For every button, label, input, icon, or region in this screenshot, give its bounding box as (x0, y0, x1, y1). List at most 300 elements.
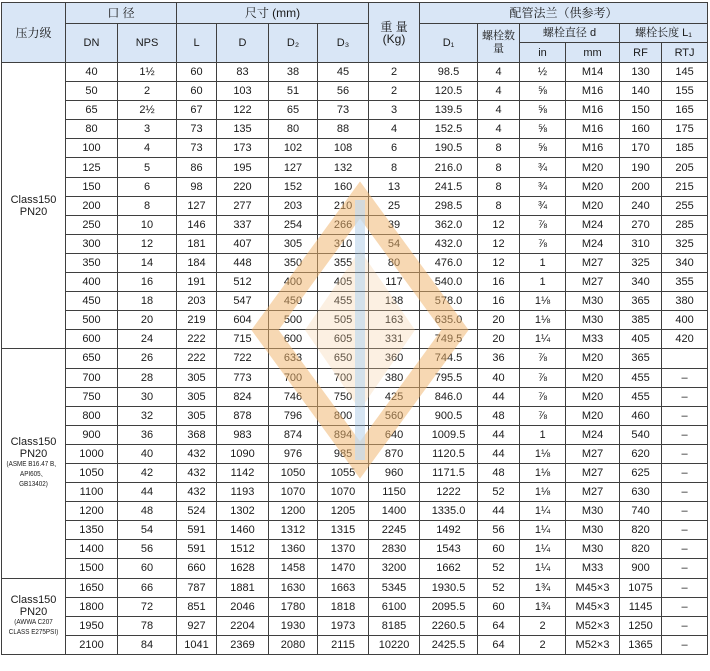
cell-len-rtj: 285 (662, 215, 708, 234)
cell-d2: 65 (269, 101, 318, 120)
cell-nps: 78 (118, 616, 177, 635)
cell-d1: 744.5 (420, 349, 478, 368)
cell-d3: 310 (318, 234, 369, 253)
cell-d3: 132 (318, 158, 369, 177)
cell-bolt-count: 64 (478, 616, 520, 635)
cell-l: 222 (177, 330, 217, 349)
cell-nps: 54 (118, 521, 177, 540)
cell-len-rf: 240 (620, 196, 662, 215)
cell-dn: 50 (66, 82, 118, 101)
cell-d2: 1312 (269, 521, 318, 540)
cell-d2: 2080 (269, 635, 318, 654)
cell-d1: 2260.5 (420, 616, 478, 635)
cell-d: 1142 (217, 463, 269, 482)
cell-d2: 38 (269, 63, 318, 82)
cell-d3: 985 (318, 444, 369, 463)
cell-bolt-mm: M20 (566, 177, 620, 196)
cell-d3: 800 (318, 406, 369, 425)
cell-bolt-mm: M30 (566, 540, 620, 559)
cell-l: 305 (177, 406, 217, 425)
cell-len-rtj: – (662, 540, 708, 559)
table-row (2, 101, 708, 120)
cell-d: 512 (217, 273, 269, 292)
cell-d3: 1470 (318, 559, 369, 578)
cell-len-rtj: – (662, 616, 708, 635)
header-mm: mm (566, 43, 620, 63)
pressure-class-note: CLASS E275PSI) (8, 629, 59, 637)
cell-bolt-count: 52 (478, 483, 520, 502)
cell-bolt-count: 4 (478, 82, 520, 101)
cell-weight: 2830 (369, 540, 420, 559)
cell-d1: 152.5 (420, 120, 478, 139)
cell-d2: 1050 (269, 463, 318, 482)
cell-nps: 72 (118, 597, 177, 616)
table-row (2, 82, 708, 101)
cell-dn: 500 (66, 311, 118, 330)
cell-dn: 80 (66, 120, 118, 139)
cell-l: 222 (177, 349, 217, 368)
cell-len-rtj: – (662, 597, 708, 616)
cell-nps: 1½ (118, 63, 177, 82)
cell-bolt-in: 1¾ (520, 597, 566, 616)
cell-l: 86 (177, 158, 217, 177)
cell-d2: 1070 (269, 483, 318, 502)
cell-bolt-mm: M52×3 (566, 635, 620, 654)
cell-d: 773 (217, 368, 269, 387)
table-row (2, 120, 708, 139)
cell-d3: 1370 (318, 540, 369, 559)
cell-bolt-in: ¾ (520, 196, 566, 215)
table-row (2, 177, 708, 196)
pressure-class-label: Class150 (10, 594, 57, 607)
table-row (2, 368, 708, 387)
cell-nps: 60 (118, 559, 177, 578)
cell-d2: 51 (269, 82, 318, 101)
cell-dn: 300 (66, 234, 118, 253)
cell-d1: 1120.5 (420, 444, 478, 463)
cell-weight: 54 (369, 234, 420, 253)
cell-nps: 84 (118, 635, 177, 654)
cell-d: 103 (217, 82, 269, 101)
cell-d2: 450 (269, 292, 318, 311)
cell-bolt-mm: M20 (566, 196, 620, 215)
header-weight-label: 重 量 (380, 19, 408, 34)
cell-l: 127 (177, 196, 217, 215)
cell-bolt-mm: M30 (566, 521, 620, 540)
cell-l: 660 (177, 559, 217, 578)
table-row (2, 540, 708, 559)
cell-d3: 45 (318, 63, 369, 82)
table-row (2, 387, 708, 406)
pressure-class-label: PN20 (19, 606, 48, 619)
cell-d: 1460 (217, 521, 269, 540)
cell-d2: 102 (269, 139, 318, 158)
cell-d3: 210 (318, 196, 369, 215)
cell-l: 591 (177, 540, 217, 559)
pressure-class-label: PN20 (19, 205, 48, 218)
cell-dn: 450 (66, 292, 118, 311)
cell-d3: 750 (318, 387, 369, 406)
cell-dn: 250 (66, 215, 118, 234)
cell-dn: 400 (66, 273, 118, 292)
cell-l: 203 (177, 292, 217, 311)
cell-dn: 600 (66, 330, 118, 349)
cell-dn: 1100 (66, 483, 118, 502)
cell-weight: 80 (369, 253, 420, 272)
cell-weight: 2245 (369, 521, 420, 540)
cell-l: 524 (177, 502, 217, 521)
table-row (2, 502, 708, 521)
cell-len-rtj: 175 (662, 120, 708, 139)
cell-bolt-count: 44 (478, 425, 520, 444)
header-weight (369, 3, 420, 63)
cell-len-rf: 460 (620, 406, 662, 425)
header-weight-unit: (Kg) (382, 31, 406, 46)
cell-dn: 1800 (66, 597, 118, 616)
cell-bolt-in: 1⅛ (520, 483, 566, 502)
cell-d1: 139.5 (420, 101, 478, 120)
table-row (2, 483, 708, 502)
cell-d2: 1458 (269, 559, 318, 578)
cell-bolt-mm: M27 (566, 483, 620, 502)
flange-spec-table (1, 2, 708, 655)
table-row (2, 139, 708, 158)
cell-nps: 12 (118, 234, 177, 253)
table-row (2, 215, 708, 234)
cell-bolt-in: 1⅛ (520, 463, 566, 482)
cell-bolt-mm: M27 (566, 444, 620, 463)
table-row (2, 158, 708, 177)
cell-d: 2046 (217, 597, 269, 616)
cell-nps: 56 (118, 540, 177, 559)
cell-bolt-mm: M33 (566, 559, 620, 578)
cell-bolt-count: 4 (478, 63, 520, 82)
pressure-class-label: PN20 (19, 448, 48, 461)
header-bolt-length: 螺栓长度 L₁ (620, 24, 708, 43)
cell-nps: 6 (118, 177, 177, 196)
cell-dn: 150 (66, 177, 118, 196)
cell-len-rf: 200 (620, 177, 662, 196)
cell-d2: 976 (269, 444, 318, 463)
cell-nps: 16 (118, 273, 177, 292)
cell-nps: 26 (118, 349, 177, 368)
cell-nps: 30 (118, 387, 177, 406)
cell-dn: 1400 (66, 540, 118, 559)
cell-weight: 8 (369, 158, 420, 177)
cell-bolt-count: 60 (478, 597, 520, 616)
cell-len-rf: 130 (620, 63, 662, 82)
cell-d: 122 (217, 101, 269, 120)
cell-l: 1041 (177, 635, 217, 654)
cell-d2: 1630 (269, 578, 318, 597)
cell-len-rf: 190 (620, 158, 662, 177)
cell-len-rtj: – (662, 425, 708, 444)
cell-d1: 795.5 (420, 368, 478, 387)
cell-dn: 40 (66, 63, 118, 82)
cell-weight: 117 (369, 273, 420, 292)
cell-d3: 605 (318, 330, 369, 349)
cell-dn: 750 (66, 387, 118, 406)
cell-bolt-in: ⅝ (520, 139, 566, 158)
cell-len-rtj: 340 (662, 253, 708, 272)
cell-len-rf: 310 (620, 234, 662, 253)
cell-bolt-mm: M20 (566, 158, 620, 177)
cell-d: 448 (217, 253, 269, 272)
cell-d1: 2095.5 (420, 597, 478, 616)
header-d1: D₁ (420, 24, 478, 63)
cell-dn: 350 (66, 253, 118, 272)
cell-nps: 14 (118, 253, 177, 272)
cell-bolt-in: ⅞ (520, 387, 566, 406)
cell-bolt-mm: M16 (566, 101, 620, 120)
cell-bolt-in: 1¼ (520, 521, 566, 540)
cell-d: 824 (217, 387, 269, 406)
cell-bolt-mm: M27 (566, 253, 620, 272)
pressure-class-note: API605、 (20, 471, 47, 479)
cell-len-rtj: – (662, 635, 708, 654)
cell-len-rtj: 205 (662, 158, 708, 177)
cell-nps: 20 (118, 311, 177, 330)
pressure-class-cell (2, 63, 66, 349)
cell-len-rtj (662, 349, 708, 368)
cell-nps: 48 (118, 502, 177, 521)
cell-bolt-count: 8 (478, 196, 520, 215)
header-flange: 配管法兰（供参考） (420, 3, 708, 24)
cell-d3: 108 (318, 139, 369, 158)
cell-l: 60 (177, 63, 217, 82)
cell-weight: 4 (369, 120, 420, 139)
cell-len-rtj: – (662, 502, 708, 521)
cell-bolt-in: 1⅛ (520, 444, 566, 463)
header-in: in (520, 43, 566, 63)
cell-d2: 80 (269, 120, 318, 139)
cell-len-rf: 405 (620, 330, 662, 349)
cell-l: 851 (177, 597, 217, 616)
cell-len-rf: 820 (620, 540, 662, 559)
header-l: L (177, 24, 217, 63)
cell-bolt-count: 4 (478, 101, 520, 120)
cell-len-rf: 385 (620, 311, 662, 330)
table-row (2, 578, 708, 597)
cell-len-rf: 740 (620, 502, 662, 521)
cell-bolt-mm: M52×3 (566, 616, 620, 635)
table-row (2, 463, 708, 482)
cell-nps: 8 (118, 196, 177, 215)
cell-l: 73 (177, 139, 217, 158)
cell-d: 1881 (217, 578, 269, 597)
header-d2: D₂ (269, 24, 318, 63)
cell-len-rtj: 400 (662, 311, 708, 330)
cell-bolt-mm: M16 (566, 139, 620, 158)
cell-bolt-count: 36 (478, 349, 520, 368)
cell-l: 432 (177, 444, 217, 463)
header-dn: DN (66, 24, 118, 63)
cell-len-rtj: – (662, 578, 708, 597)
cell-l: 305 (177, 387, 217, 406)
cell-d2: 746 (269, 387, 318, 406)
cell-bolt-in: 1¾ (520, 578, 566, 597)
cell-l: 305 (177, 368, 217, 387)
cell-nps: 42 (118, 463, 177, 482)
cell-bolt-count: 4 (478, 120, 520, 139)
cell-bolt-mm: M30 (566, 311, 620, 330)
cell-dn: 900 (66, 425, 118, 444)
cell-bolt-in: ⅝ (520, 120, 566, 139)
table-row (2, 406, 708, 425)
cell-d1: 1171.5 (420, 463, 478, 482)
cell-weight: 3200 (369, 559, 420, 578)
cell-d3: 160 (318, 177, 369, 196)
cell-d1: 190.5 (420, 139, 478, 158)
pressure-class-note: (ASME B16.47 B、 (6, 461, 61, 469)
cell-len-rf: 1365 (620, 635, 662, 654)
cell-bolt-in: ¾ (520, 177, 566, 196)
cell-d2: 633 (269, 349, 318, 368)
cell-bolt-count: 48 (478, 406, 520, 425)
cell-weight: 960 (369, 463, 420, 482)
cell-d3: 894 (318, 425, 369, 444)
cell-bolt-in: 1 (520, 253, 566, 272)
cell-weight: 2 (369, 82, 420, 101)
header-bore: 口 径 (66, 3, 177, 24)
table-row (2, 311, 708, 330)
cell-d1: 120.5 (420, 82, 478, 101)
cell-len-rf: 365 (620, 292, 662, 311)
pressure-class-cell (2, 578, 66, 654)
cell-bolt-count: 16 (478, 292, 520, 311)
cell-d3: 73 (318, 101, 369, 120)
cell-d: 83 (217, 63, 269, 82)
cell-nps: 4 (118, 139, 177, 158)
cell-weight: 1400 (369, 502, 420, 521)
cell-nps: 28 (118, 368, 177, 387)
cell-len-rtj: 185 (662, 139, 708, 158)
cell-d: 220 (217, 177, 269, 196)
table-row (2, 597, 708, 616)
cell-bolt-count: 8 (478, 139, 520, 158)
cell-len-rtj: 420 (662, 330, 708, 349)
cell-len-rf: 455 (620, 368, 662, 387)
cell-len-rf: 365 (620, 349, 662, 368)
cell-bolt-in: ½ (520, 63, 566, 82)
cell-d1: 1492 (420, 521, 478, 540)
cell-nps: 40 (118, 444, 177, 463)
cell-len-rtj: 155 (662, 82, 708, 101)
cell-dn: 100 (66, 139, 118, 158)
cell-d3: 1315 (318, 521, 369, 540)
cell-len-rtj: – (662, 387, 708, 406)
cell-d3: 56 (318, 82, 369, 101)
cell-bolt-mm: M33 (566, 330, 620, 349)
cell-d2: 152 (269, 177, 318, 196)
cell-nps: 2 (118, 82, 177, 101)
cell-len-rf: 140 (620, 82, 662, 101)
cell-nps: 3 (118, 120, 177, 139)
cell-nps: 5 (118, 158, 177, 177)
cell-d: 1302 (217, 502, 269, 521)
cell-weight: 10220 (369, 635, 420, 654)
cell-bolt-mm: M45×3 (566, 578, 620, 597)
cell-d: 195 (217, 158, 269, 177)
cell-d3: 1205 (318, 502, 369, 521)
cell-dn: 1500 (66, 559, 118, 578)
cell-weight: 6 (369, 139, 420, 158)
cell-d: 1090 (217, 444, 269, 463)
cell-d2: 1360 (269, 540, 318, 559)
cell-weight: 425 (369, 387, 420, 406)
cell-len-rf: 620 (620, 444, 662, 463)
cell-d: 878 (217, 406, 269, 425)
cell-len-rtj: 165 (662, 101, 708, 120)
cell-bolt-mm: M24 (566, 425, 620, 444)
pressure-class-note: (AWWA C207 (14, 619, 53, 627)
cell-bolt-mm: M30 (566, 292, 620, 311)
cell-bolt-count: 20 (478, 311, 520, 330)
cell-d1: 1930.5 (420, 578, 478, 597)
cell-l: 591 (177, 521, 217, 540)
cell-l: 146 (177, 215, 217, 234)
cell-bolt-mm: M24 (566, 234, 620, 253)
cell-nps: 10 (118, 215, 177, 234)
header-nps: NPS (118, 24, 177, 63)
cell-d: 547 (217, 292, 269, 311)
cell-bolt-in: 1⅛ (520, 292, 566, 311)
cell-bolt-in: 1⅛ (520, 311, 566, 330)
cell-bolt-in: ⅞ (520, 215, 566, 234)
cell-d: 135 (217, 120, 269, 139)
cell-weight: 331 (369, 330, 420, 349)
cell-dn: 1350 (66, 521, 118, 540)
cell-dn: 1950 (66, 616, 118, 635)
cell-bolt-in: 1¼ (520, 330, 566, 349)
table-row (2, 425, 708, 444)
cell-bolt-in: 2 (520, 635, 566, 654)
cell-bolt-count: 12 (478, 234, 520, 253)
cell-d1: 635.0 (420, 311, 478, 330)
cell-len-rf: 150 (620, 101, 662, 120)
cell-weight: 870 (369, 444, 420, 463)
cell-bolt-mm: M20 (566, 368, 620, 387)
cell-d2: 400 (269, 273, 318, 292)
cell-d1: 241.5 (420, 177, 478, 196)
header-d3: D₃ (318, 24, 369, 63)
cell-dn: 1200 (66, 502, 118, 521)
cell-bolt-count: 56 (478, 521, 520, 540)
cell-len-rf: 625 (620, 463, 662, 482)
cell-d3: 2115 (318, 635, 369, 654)
cell-bolt-mm: M14 (566, 63, 620, 82)
table-row (2, 444, 708, 463)
cell-weight: 2 (369, 63, 420, 82)
cell-bolt-mm: M16 (566, 82, 620, 101)
cell-bolt-in: ⅞ (520, 406, 566, 425)
cell-bolt-count: 12 (478, 253, 520, 272)
cell-len-rf: 1145 (620, 597, 662, 616)
cell-weight: 6100 (369, 597, 420, 616)
cell-len-rf: 1075 (620, 578, 662, 597)
table-row (2, 616, 708, 635)
cell-d: 407 (217, 234, 269, 253)
cell-bolt-in: 1 (520, 425, 566, 444)
cell-len-rtj: – (662, 559, 708, 578)
cell-d1: 1222 (420, 483, 478, 502)
pressure-class-label: Class150 (10, 193, 57, 206)
cell-bolt-count: 20 (478, 330, 520, 349)
cell-weight: 360 (369, 349, 420, 368)
header-dimensions: 尺寸 (mm) (177, 3, 369, 24)
cell-d2: 305 (269, 234, 318, 253)
table-row (2, 292, 708, 311)
